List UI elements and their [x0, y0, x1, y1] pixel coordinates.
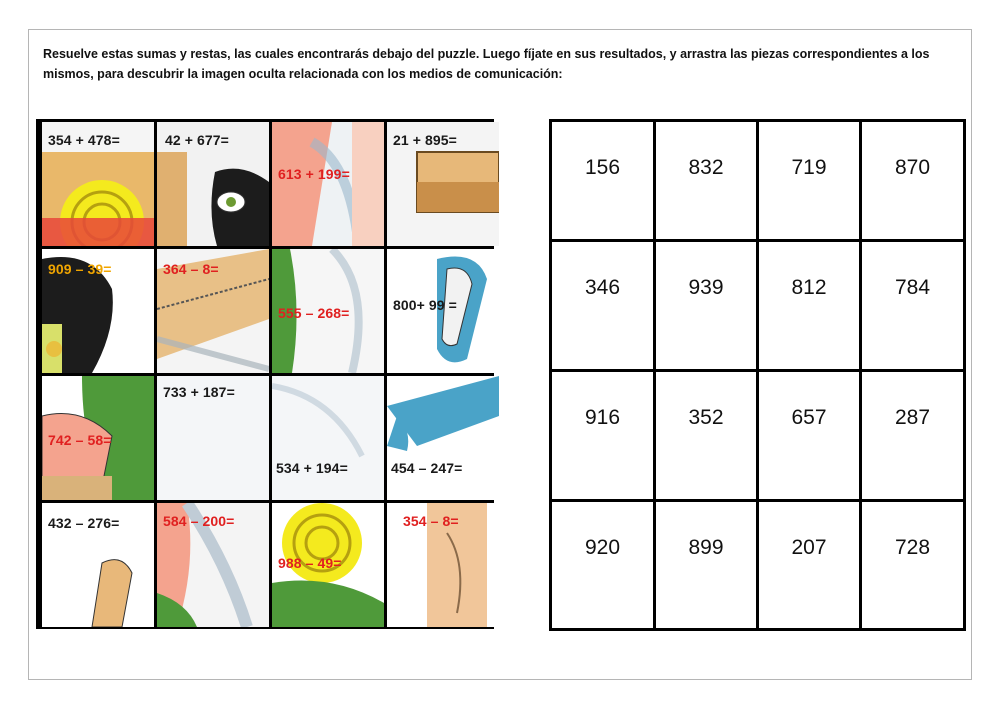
answer-value: 920 — [584, 536, 621, 559]
answer-value: 719 — [791, 156, 827, 179]
puzzle-piece[interactable] — [157, 249, 269, 373]
answer-value: 916 — [584, 406, 621, 429]
piece-expression: 800+ 99 = — [393, 297, 457, 313]
piece-expression: 42 + 677= — [165, 132, 229, 148]
answer-cell[interactable] — [552, 372, 653, 499]
answer-cell[interactable] — [862, 372, 963, 499]
answer-value: 287 — [894, 406, 931, 429]
instructions-text: Resuelve estas sumas y restas, las cuales encontrarás debajo del puzzle. Luego fíjate en sus resultados, y arrastra las piezas correspondientes a los mismos, para descubrir la imagen oculta relacionada con los medios de comunicación: — [43, 47, 930, 81]
puzzle-piece[interactable] — [42, 503, 154, 627]
puzzle-piece[interactable] — [157, 376, 269, 500]
piece-expression: 909 – 39= — [48, 261, 112, 277]
piece-expression: 584 – 200= — [163, 513, 235, 529]
puzzle-piece[interactable] — [42, 122, 154, 246]
answer-value: 812 — [791, 276, 827, 299]
answer-value: 832 — [688, 156, 724, 179]
puzzle-piece[interactable] — [42, 376, 154, 500]
puzzle-piece[interactable] — [272, 503, 384, 627]
puzzle-piece[interactable] — [272, 249, 384, 373]
piece-expression: 555 – 268= — [278, 305, 350, 321]
piece-expression: 432 – 276= — [48, 515, 120, 531]
piece-expression: 364 – 8= — [163, 261, 219, 277]
answer-value: 939 — [688, 276, 724, 299]
answer-cell[interactable] — [759, 242, 859, 369]
puzzle-piece[interactable] — [42, 249, 154, 373]
answer-value: 352 — [688, 406, 724, 429]
piece-expression: 742 – 58= — [48, 432, 112, 448]
piece-expression: 733 + 187= — [163, 384, 235, 400]
piece-expression: 613 + 199= — [278, 166, 350, 182]
answer-value: 156 — [584, 156, 621, 179]
piece-expression: 21 + 895= — [393, 132, 457, 148]
answer-value: 657 — [791, 406, 827, 429]
answer-value: 346 — [584, 276, 621, 299]
answer-value: 899 — [688, 536, 724, 559]
answer-cell[interactable] — [862, 122, 963, 239]
answer-cell[interactable] — [552, 242, 653, 369]
puzzle-piece[interactable] — [387, 376, 499, 500]
piece-expression: 454 – 247= — [391, 460, 463, 476]
answer-cell[interactable] — [862, 242, 963, 369]
answer-cell[interactable] — [656, 372, 756, 499]
puzzle-pieces-grid — [36, 119, 494, 629]
answer-value: 207 — [791, 536, 827, 559]
puzzle-piece[interactable] — [387, 122, 499, 246]
piece-expression: 988 – 49= — [278, 555, 342, 571]
worksheet — [28, 29, 972, 680]
puzzle-piece[interactable] — [272, 122, 384, 246]
piece-expression: 354 + 478= — [48, 132, 120, 148]
answer-cell[interactable] — [656, 242, 756, 369]
answer-cell[interactable] — [759, 122, 859, 239]
answer-value: 784 — [894, 276, 931, 299]
answer-cell[interactable] — [656, 122, 756, 239]
puzzle-piece[interactable] — [272, 376, 384, 500]
answer-cell[interactable] — [862, 502, 963, 628]
answer-cell[interactable] — [759, 372, 859, 499]
answer-cell[interactable] — [656, 502, 756, 628]
puzzle-piece[interactable] — [157, 122, 269, 246]
puzzle-piece[interactable] — [387, 503, 499, 627]
answer-cell[interactable] — [552, 122, 653, 239]
answers-grid — [549, 119, 966, 631]
piece-expression: 534 + 194= — [276, 460, 348, 476]
answer-value: 728 — [894, 536, 931, 559]
answer-cell[interactable] — [552, 502, 653, 628]
puzzle-piece[interactable] — [387, 249, 499, 373]
puzzle-piece[interactable] — [157, 503, 269, 627]
piece-expression: 354 – 8= — [403, 513, 459, 529]
answer-value: 870 — [894, 156, 931, 179]
answer-cell[interactable] — [759, 502, 859, 628]
